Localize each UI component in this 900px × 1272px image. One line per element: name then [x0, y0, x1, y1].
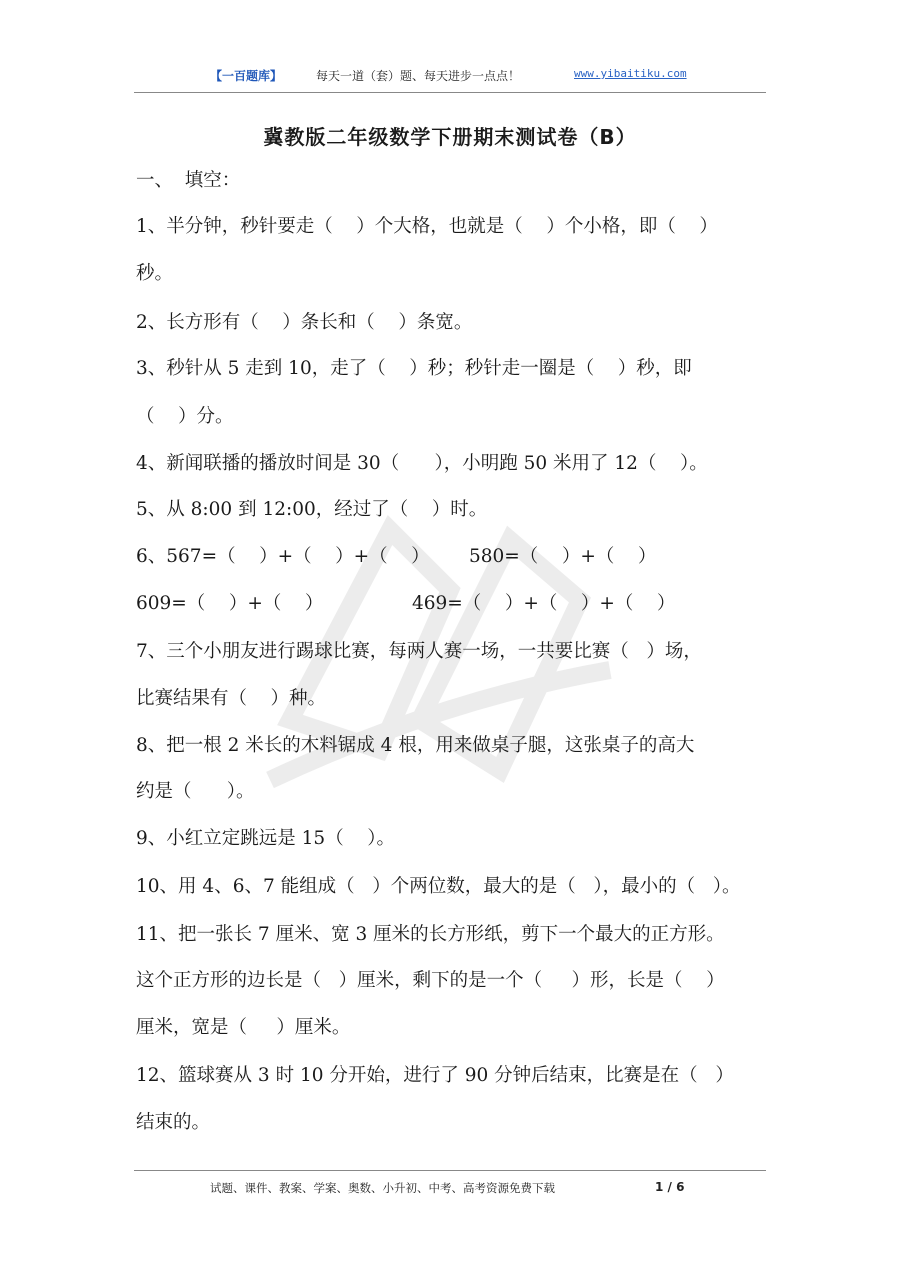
question-2: 2、长方形有（ ）条长和（ ）条宽。: [136, 312, 473, 333]
question-6-part-c: 609=（ ）+（ ）: [136, 593, 324, 614]
question-6-part-d: 469=（ ）+（ ）+（ ）: [412, 593, 676, 614]
header-divider: [134, 92, 766, 93]
page-number: 1 / 6: [655, 1180, 685, 1194]
question-12-line-1: 12、篮球赛从 3 时 10 分开始，进行了 90 分钟后结束，比赛是在（ ）: [136, 1065, 734, 1086]
question-6-part-a: 6、567=（ ）+（ ）+（ ）: [136, 546, 430, 567]
question-8-line-1: 8、把一根 2 米长的木料锯成 4 根，用来做桌子腿，这张桌子的高大: [136, 735, 695, 756]
question-10: 10、用 4、6、7 能组成（ ）个两位数，最大的是（ ），最小的（ ）。: [136, 876, 741, 897]
question-3-line-2: （ ）分。: [136, 406, 234, 427]
question-7-line-1: 7、三个小朋友进行踢球比赛，每两人赛一场，一共要比赛（ ）场，: [136, 641, 702, 662]
footer-divider: [134, 1170, 766, 1171]
page-title: 冀教版二年级数学下册期末测试卷（B）: [263, 125, 637, 149]
question-6-part-b: 580=（ ）+（ ）: [469, 546, 657, 567]
header-brand: 【一百题库】: [210, 69, 283, 83]
question-4: 4、新闻联播的播放时间是 30（ ），小明跑 50 米用了 12（ ）。: [136, 453, 708, 474]
question-5: 5、从 8:00 到 12:00，经过了（ ）时。: [136, 499, 488, 520]
question-11-line-2: 这个正方形的边长是（ ）厘米，剩下的是一个（ ）形，长是（ ）: [136, 970, 725, 991]
question-1-line-1: 1、半分钟，秒针要走（ ）个大格，也就是（ ）个小格，即（ ）: [136, 216, 718, 237]
question-1-line-2: 秒。: [136, 263, 174, 284]
question-8-line-2: 约是（ ）。: [136, 781, 255, 802]
question-9: 9、小红立定跳远是 15（ ）。: [136, 828, 395, 849]
question-3-line-1: 3、秒针从 5 走到 10，走了（ ）秒；秒针走一圈是（ ）秒，即: [136, 358, 692, 379]
section-heading: 一、 填空：: [136, 170, 241, 191]
question-11-line-1: 11、把一张长 7 厘米、宽 3 厘米的长方形纸，剪下一个最大的正方形。: [136, 924, 725, 945]
page-header: [134, 60, 766, 88]
question-12-line-2: 结束的。: [136, 1112, 211, 1133]
question-7-line-2: 比赛结果有（ ）种。: [136, 688, 327, 709]
header-site-link[interactable]: www.yibaitiku.com: [574, 67, 687, 80]
question-11-line-3: 厘米，宽是（ ）厘米。: [136, 1017, 351, 1038]
header-slogan: 每天一道（套）题、每天进步一点点！: [316, 69, 521, 83]
footer-text: 试题、课件、教案、学案、奥数、小升初、中考、高考资源免费下载: [210, 1181, 555, 1195]
